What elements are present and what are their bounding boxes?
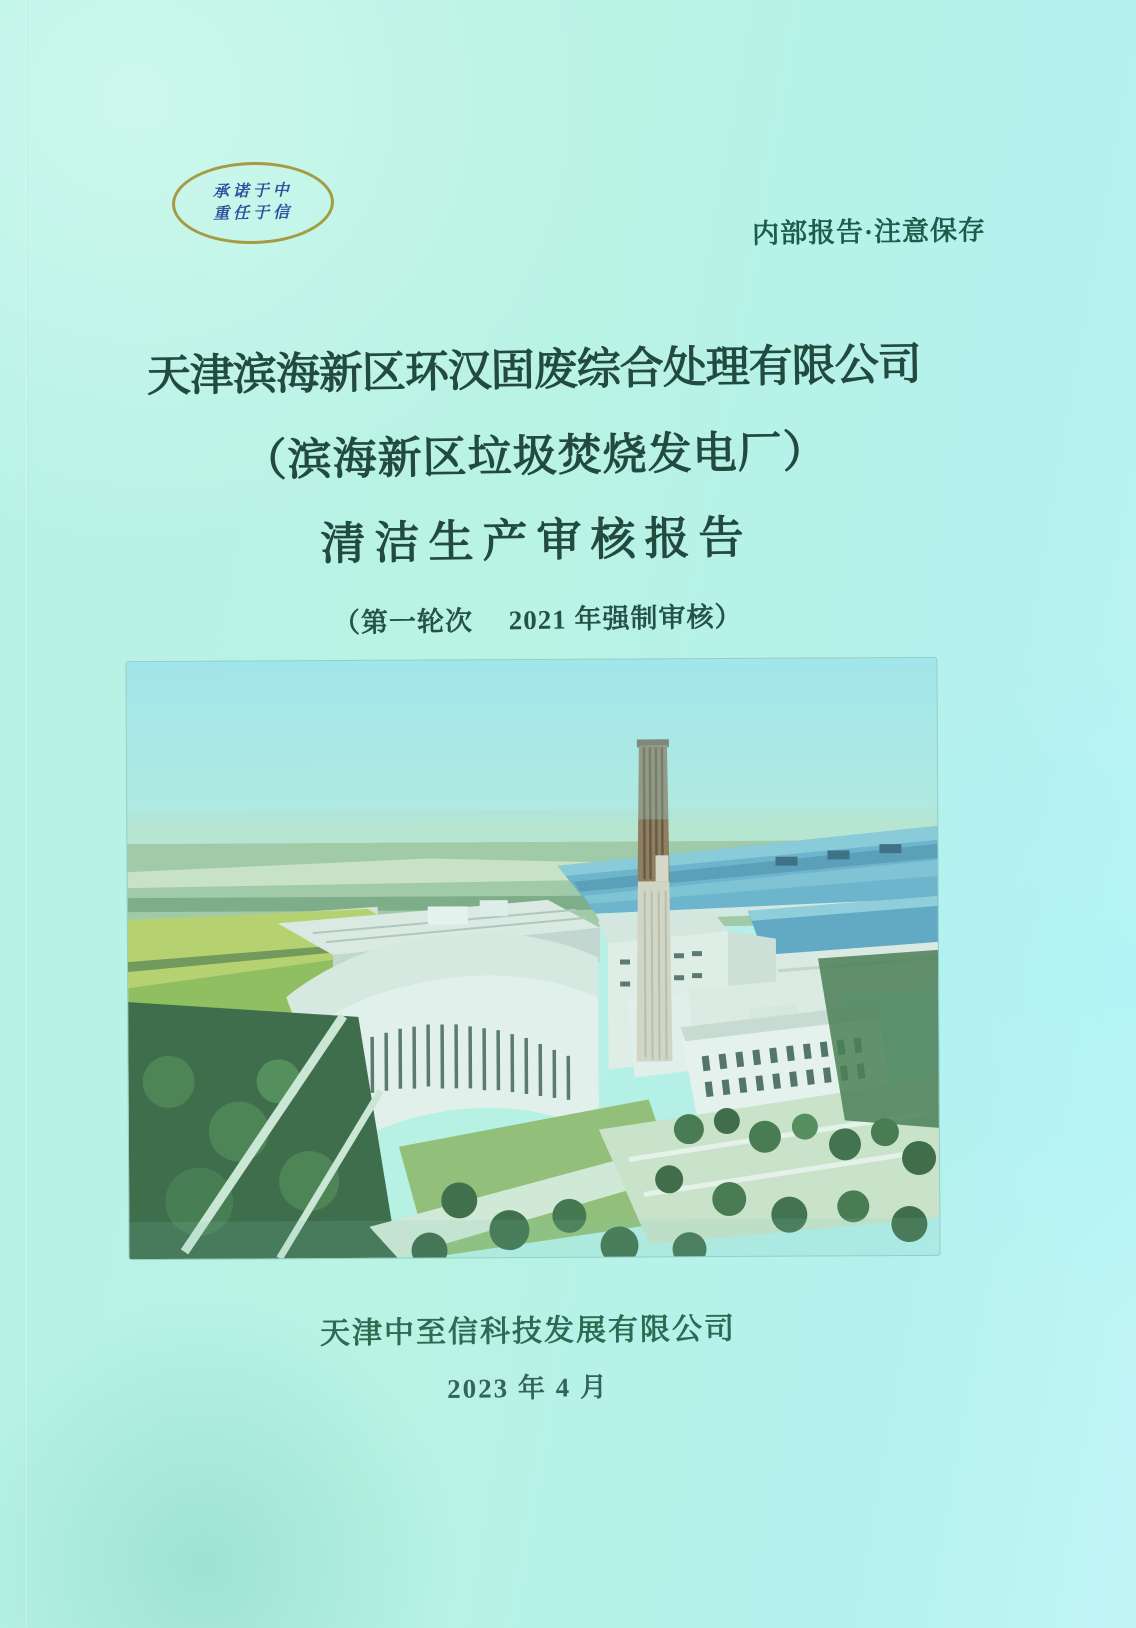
- consultant-company-name: 天津中至信科技发展有限公司: [319, 1312, 737, 1351]
- title-line-plant: （滨海新区垃圾焚烧发电厂）: [242, 427, 829, 486]
- confidential-note: 内部报告·注意保存: [751, 215, 987, 249]
- aerial-plant-illustration: [126, 658, 939, 1259]
- report-date: 2023 年 4 月: [446, 1372, 610, 1404]
- title-line-report: 清洁生产审核报告: [320, 512, 753, 570]
- company-seal-icon: [171, 161, 334, 246]
- seal-motto-line-1: 承诺于中: [212, 182, 293, 201]
- photo-haze-overlay: [126, 658, 939, 1259]
- title-subtitle-round: （第一轮次 2021 年强制审核）: [332, 601, 743, 639]
- seal-motto-line-2: 重任于信: [213, 204, 294, 223]
- title-line-company: 天津滨海新区环汉固废综合处理有限公司: [146, 339, 922, 402]
- cover-photo: [126, 658, 939, 1259]
